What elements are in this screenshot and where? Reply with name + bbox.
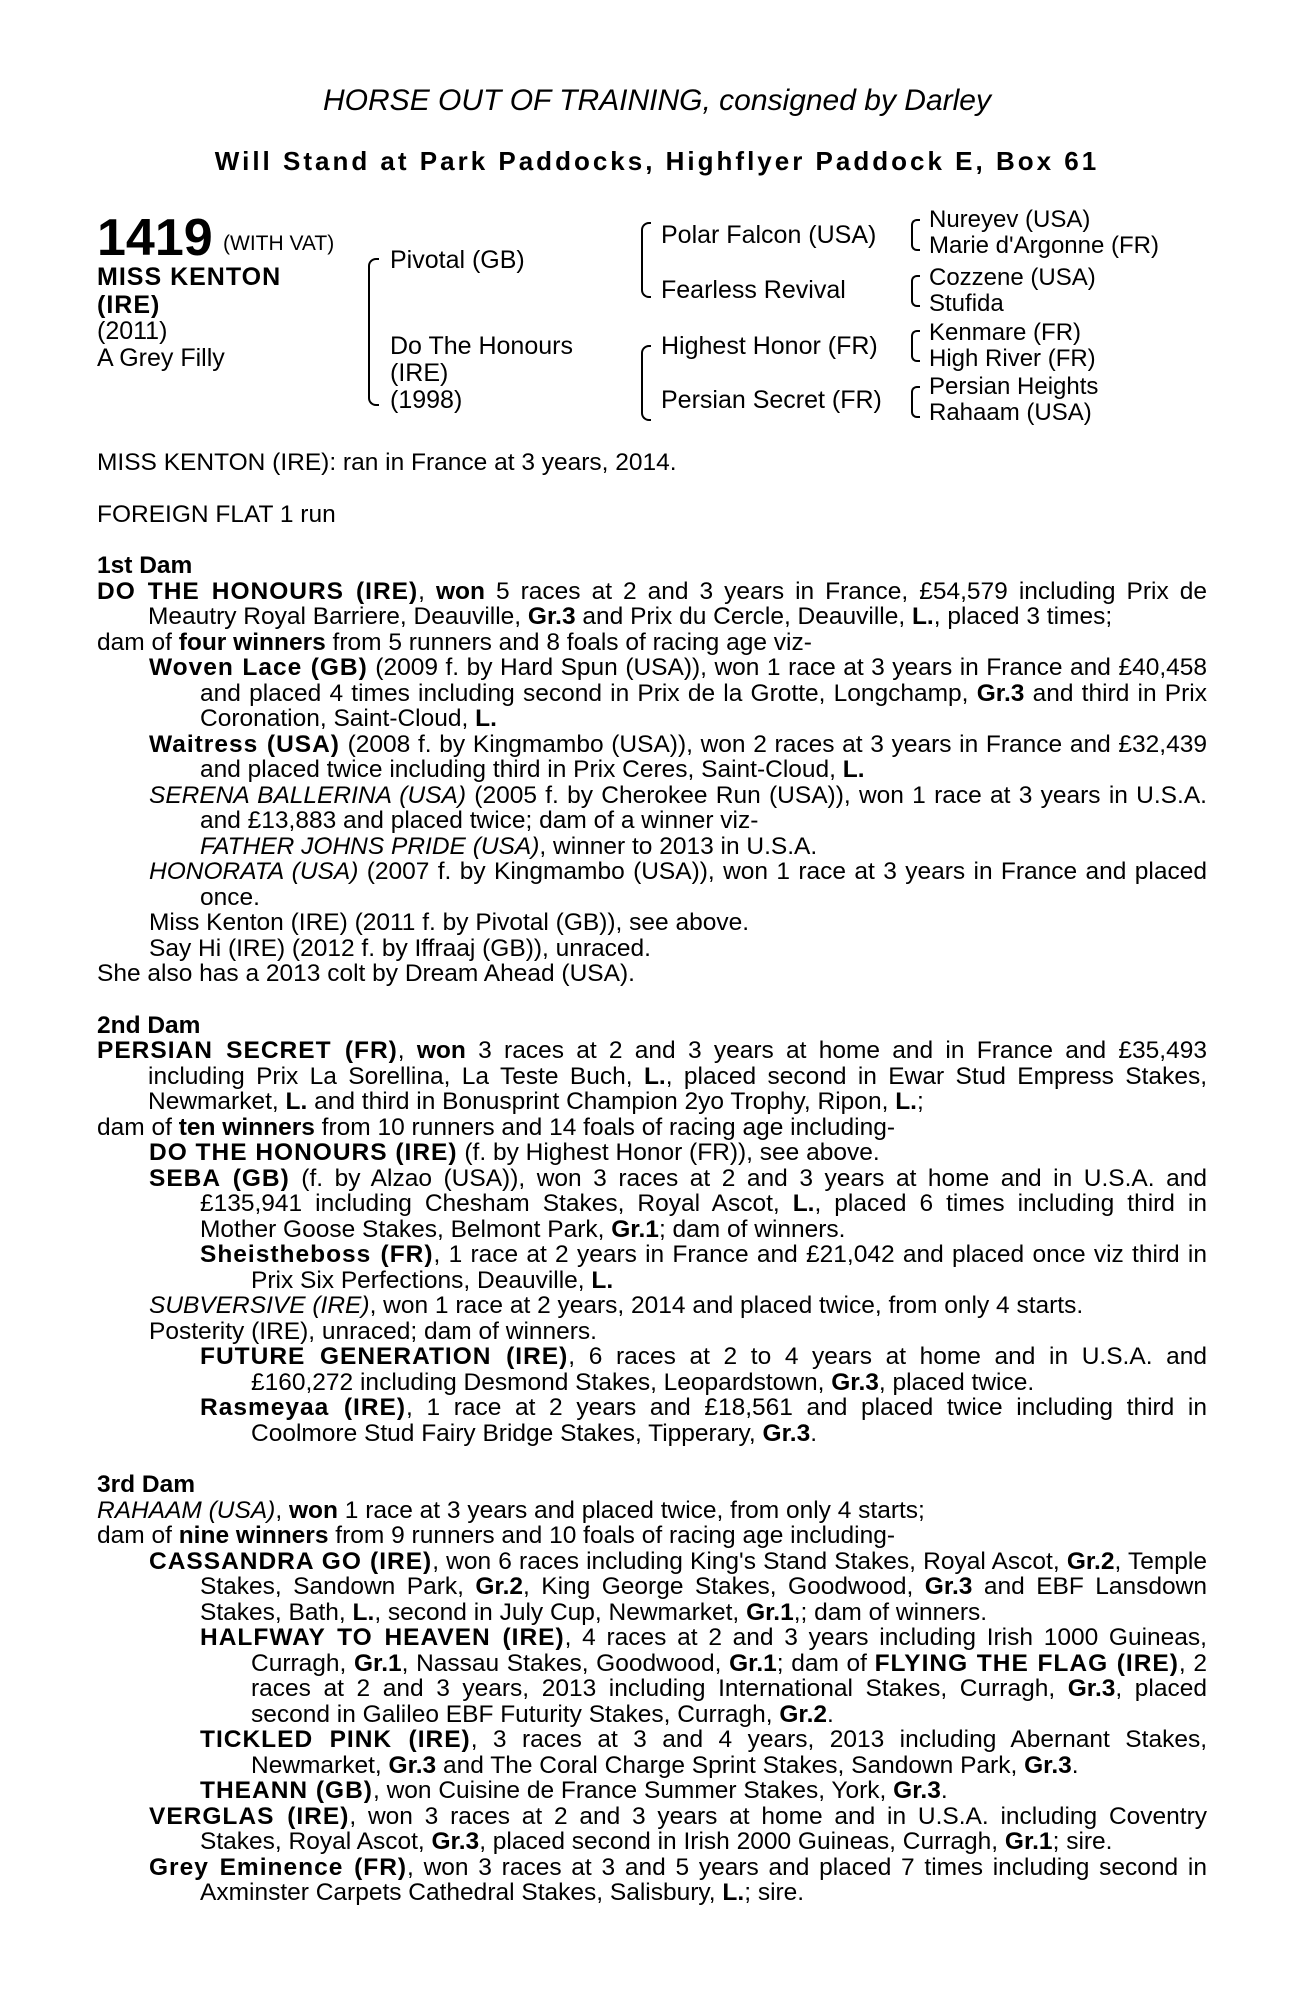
third-dam-heading: 3rd Dam: [97, 1471, 196, 1498]
entry-text: , won 6 races including King's Stand Stakes, Royal Ascot,: [432, 1547, 1067, 1575]
entry-text: She also has a 2013 colt by Dream Ahead (USA).: [97, 960, 635, 987]
entry-text: , won 3 races at 3 and 5 years and placed 7 times including second in Axminster Carpets Cathedral Stakes, Salisbury,: [200, 1853, 1207, 1906]
entry-text: L.: [911, 603, 934, 630]
entry-text: , won Cuisine de France Summer Stakes, York,: [372, 1777, 894, 1804]
entry-text: Gr.3: [1024, 1751, 1072, 1779]
entry-text: , Nassau Stakes, Goodwood,: [401, 1649, 730, 1677]
entry-text: nine winners: [178, 1522, 329, 1549]
entry-text: ,; dam of winners.: [793, 1598, 988, 1626]
second-dam-section: [97, 1038, 1207, 1446]
entry-paragraph: [149, 1802, 1207, 1855]
granddam-3: High River (FR): [929, 345, 1096, 372]
vat-note: (WITH VAT): [223, 232, 335, 255]
entry-text: won: [436, 577, 485, 605]
horse-name: FUTURE GENERATION (IRE): [200, 1343, 569, 1370]
sire-dam: Fearless Revival: [661, 276, 846, 304]
entry-text: (f. by Highest Honor (FR)), see above.: [457, 1139, 880, 1166]
horse-name: SEBA (GB): [149, 1164, 290, 1192]
horse-name: FATHER JOHNS PRIDE (USA): [200, 832, 540, 860]
entry-text: Gr.1: [746, 1598, 794, 1626]
entry-text: Posterity (IRE), unraced; dam of winners.: [149, 1317, 597, 1345]
dam-dam: Persian Secret (FR): [661, 386, 882, 414]
entry-paragraph: [200, 1726, 1207, 1779]
horse-name: Grey Eminence (FR): [149, 1853, 408, 1881]
stable-location: Will Stand at Park Paddocks, Highflyer Paddock E, Box 61: [214, 146, 1100, 176]
entry-paragraph: [149, 781, 1207, 834]
entry-text: .: [827, 1700, 834, 1728]
entry-text: ,: [275, 1496, 289, 1524]
entry-text: Gr.3: [924, 1573, 973, 1600]
horse-name: RAHAAM (USA): [97, 1496, 276, 1524]
entry-text: (2005 f. by Cherokee Run (USA)), won 1 race at 3 years in U.S.A. and £13,883 and placed twice; dam of a winner viz-: [200, 781, 1207, 834]
entry-text: ,: [397, 1037, 417, 1064]
grandsire-3: Kenmare (FR): [929, 319, 1082, 346]
horse-name: Rasmeyaa (IRE): [200, 1394, 407, 1421]
entry-text: , 6 races at 2 to 4 years at home and in U.S.A. and £160,272 including Desmond Stakes, Leopardstown,: [251, 1343, 1208, 1396]
entry-paragraph: [97, 1037, 1207, 1115]
horse-name-line1: MISS KENTON: [97, 263, 282, 291]
entry-text: Gr.3: [831, 1368, 879, 1396]
entry-paragraph: [97, 960, 1207, 987]
horse-name: CASSANDRA GO (IRE): [149, 1547, 433, 1575]
dam-year: (1998): [390, 386, 463, 414]
entry-paragraph: [200, 1777, 1207, 1804]
entry-text: Gr.1: [729, 1649, 777, 1677]
entry-text: ; sire.: [744, 1879, 805, 1906]
grandsire-2: Cozzene (USA): [929, 264, 1096, 291]
horse-name: DO THE HONOURS (IRE): [97, 577, 419, 605]
entry-text: ; sire.: [1052, 1828, 1113, 1855]
pedigree-brace-g4: [911, 386, 920, 418]
entry-paragraph: [97, 628, 1207, 656]
entry-text: L.: [591, 1266, 614, 1294]
granddam-2: Stufida: [929, 290, 1004, 317]
entry-text: , King George Stakes, Goodwood,: [523, 1573, 925, 1600]
granddam-1: Marie d'Argonne (FR): [929, 232, 1159, 259]
entry-text: (2008 f. by Kingmambo (USA)), won 2 races at 3 years in France and £32,439 and placed twice including third in Prix Ceres, Saint-Cloud,: [200, 730, 1207, 783]
entry-text: won: [288, 1496, 338, 1524]
entry-text: , 1 race at 2 years in France and £21,042 and placed once viz third in Prix Six Perfections, Deauville,: [251, 1241, 1207, 1294]
entry-text: (f. by Alzao (USA)), won 3 races at 2 and 3 years at home and in U.S.A. and £135,941 including Chesham Stakes, Royal Ascot,: [200, 1164, 1207, 1217]
dam-name: Do The Honours: [390, 332, 573, 360]
horse-name: SUBVERSIVE (IRE): [149, 1292, 370, 1319]
entry-text: dam of: [97, 1113, 179, 1141]
sire: Pivotal (GB): [390, 246, 525, 274]
entry-paragraph: [149, 730, 1207, 783]
entry-text: Say Hi (IRE) (2012 f. by Iffraaj (GB)), unraced.: [149, 934, 651, 962]
sire-sire: Polar Falcon (USA): [661, 221, 877, 249]
horse-name: FLYING THE FLAG (IRE): [874, 1649, 1179, 1677]
entry-text: Gr.1: [353, 1649, 402, 1677]
entry-paragraph: [200, 1624, 1207, 1728]
entry-paragraph: [149, 1164, 1207, 1243]
entry-text: ; dam of winners.: [658, 1215, 846, 1243]
entry-text: , 4 races at 2 and 3 years including Irish 1000 Guineas, Curragh,: [251, 1624, 1207, 1677]
lot-number: 1419: [97, 209, 213, 267]
entry-paragraph: [149, 1139, 1207, 1166]
foal-year: (2011): [97, 317, 168, 345]
entry-text: ; dam of: [776, 1649, 875, 1677]
entry-text: dam of: [97, 628, 179, 656]
foreign-flat-record: FOREIGN FLAT 1 run: [97, 500, 336, 528]
entry-text: dam of: [97, 1522, 179, 1549]
entry-text: won: [416, 1037, 466, 1064]
pedigree-brace-dam: [641, 345, 651, 421]
second-dam-heading: 2nd Dam: [97, 1011, 201, 1039]
entry-text: ,: [418, 577, 436, 605]
entry-text: L.: [352, 1598, 375, 1626]
entry-paragraph: [200, 1343, 1208, 1396]
entry-text: (2009 f. by Hard Spun (USA)), won 1 race at 3 years in France and £40,458 and placed 4 times including second in Prix de la Grotte, Longchamp,: [200, 654, 1208, 707]
entry-text: and Prix du Cercle, Deauville,: [575, 603, 912, 630]
entry-text: , 1 race at 2 years and £18,561 and placed twice including third in Coolmore Stud Fairy Bridge Stakes, Tipperary,: [251, 1394, 1207, 1447]
entry-text: , won 1 race at 2 years, 2014 and placed twice, from only 4 starts.: [369, 1292, 1084, 1319]
pedigree-brace-main: [368, 258, 379, 406]
entry-text: (2007 f. by Kingmambo (USA)), won 1 race at 3 years in France and placed once.: [200, 858, 1207, 911]
entry-text: Gr.2: [779, 1700, 828, 1728]
entry-text: L.: [643, 1062, 666, 1090]
first-dam-heading: 1st Dam: [97, 552, 193, 579]
horse-name: THEANN (GB): [200, 1777, 373, 1804]
entry-text: L.: [792, 1190, 815, 1217]
entry-paragraph: [97, 1113, 1207, 1141]
pedigree-brace-g1: [911, 219, 920, 251]
entry-text: , placed second in Galileo EBF Futurity Stakes, Curragh,: [251, 1675, 1207, 1728]
horse-name: TICKLED PINK (IRE): [200, 1726, 471, 1753]
entry-paragraph: [149, 1853, 1207, 1906]
entry-text: 1 race at 3 years and placed twice, from only 4 starts;: [337, 1496, 925, 1524]
entry-text: and EBF Lansdown Stakes, Bath,: [200, 1573, 1207, 1626]
entry-text: .: [810, 1419, 818, 1447]
entry-paragraph: [149, 909, 1207, 936]
pedigree-brace-sire: [641, 222, 651, 298]
grandsire-1: Nureyev (USA): [929, 206, 1091, 233]
entry-text: and third in Prix Coronation, Saint-Cloud,: [200, 679, 1207, 732]
horse-name: SERENA BALLERINA (USA): [149, 781, 466, 809]
horse-name: Woven Lace (GB): [149, 654, 368, 681]
entry-paragraph: [149, 1547, 1207, 1626]
entry-text: Gr.3: [1067, 1675, 1116, 1702]
pedigree-brace-g3: [911, 330, 920, 362]
page-title: HORSE OUT OF TRAINING, consigned by Darley: [323, 84, 991, 117]
entry-text: Gr.3: [976, 679, 1025, 707]
entry-paragraph: [200, 832, 1207, 860]
entry-text: Gr.3: [893, 1777, 941, 1804]
dam-sire: Highest Honor (FR): [661, 332, 878, 360]
entry-text: , placed second in Irish 2000 Guineas, Curragh,: [479, 1828, 1005, 1855]
horse-name-line2: (IRE): [97, 291, 161, 319]
entry-text: L.: [895, 1088, 917, 1115]
entry-text: Gr.1: [1004, 1828, 1053, 1855]
horse-name: Sheistheboss (FR): [200, 1241, 434, 1268]
entry-text: , placed twice.: [878, 1368, 1035, 1396]
entry-paragraph: [97, 577, 1207, 630]
entry-text: , placed 3 times;: [933, 603, 1113, 630]
entry-text: , Temple Stakes, Sandown Park,: [200, 1547, 1207, 1600]
entry-text: , second in July Cup, Newmarket,: [374, 1598, 747, 1626]
entry-text: , won 3 races at 2 and 3 years at home and in U.S.A. including Coventry Stakes, Royal Ascot,: [200, 1802, 1207, 1855]
entry-paragraph: [149, 1317, 1207, 1345]
entry-paragraph: [200, 1241, 1207, 1294]
entry-text: L.: [285, 1088, 308, 1115]
entry-text: and The Coral Charge Sprint Stakes, Sandown Park,: [436, 1751, 1025, 1779]
entry-text: Gr.1: [611, 1215, 659, 1243]
horse-name: DO THE HONOURS (IRE): [149, 1139, 458, 1166]
entry-text: ten winners: [178, 1113, 315, 1141]
entry-text: 5 races at 2 and 3 years in France, £54,579 including Prix de Meautry Royal Barriere, Deauville,: [148, 577, 1207, 630]
entry-text: from 5 runners and 8 foals of racing age viz-: [325, 628, 812, 656]
entry-text: ;: [916, 1088, 924, 1115]
pedigree-brace-g2: [911, 275, 920, 307]
entry-text: , 3 races at 3 and 4 years, 2013 including Abernant Stakes, Newmarket,: [251, 1726, 1207, 1779]
racing-summary: MISS KENTON (IRE): ran in France at 3 years, 2014.: [97, 449, 677, 476]
catalogue-body: [97, 450, 1207, 1906]
entry-text: Gr.3: [762, 1419, 811, 1447]
entry-paragraph: [149, 934, 1207, 962]
entry-text: Gr.3: [431, 1828, 480, 1855]
entry-text: Gr.3: [388, 1751, 437, 1779]
entry-text: from 9 runners and 10 foals of racing age including-: [328, 1522, 896, 1549]
entry-text: Miss Kenton (IRE) (2011 f. by Pivotal (GB)), see above.: [149, 909, 750, 936]
entry-text: .: [1071, 1751, 1079, 1779]
granddam-4: Rahaam (USA): [929, 399, 1092, 426]
horse-name: Waitress (USA): [149, 730, 340, 758]
entry-paragraph: [149, 654, 1208, 732]
entry-text: Gr.2: [475, 1573, 524, 1600]
entry-paragraph: [149, 1292, 1207, 1319]
horse-name: VERGLAS (IRE): [149, 1802, 350, 1830]
first-dam-section: [97, 579, 1207, 987]
horse-name: [97, 263, 281, 319]
entry-text: from 10 runners and 14 foals of racing age including-: [314, 1113, 896, 1141]
entry-text: .: [940, 1777, 948, 1804]
entry-text: L.: [842, 756, 865, 783]
entry-text: L.: [722, 1879, 745, 1906]
horse-name: HALFWAY TO HEAVEN (IRE): [200, 1624, 565, 1651]
entry-paragraph: [97, 1496, 1207, 1524]
entry-text: , placed second in Ewar Stud Empress Stakes, Newmarket,: [148, 1062, 1207, 1115]
dam-country: (IRE): [390, 359, 449, 387]
entry-paragraph: [149, 858, 1207, 911]
entry-text: and third in Bonusprint Champion 2yo Trophy, Ripon,: [307, 1088, 896, 1115]
entry-paragraph: [97, 1522, 1207, 1549]
entry-text: Gr.2: [1066, 1547, 1115, 1575]
entry-text: , placed 6 times including third in Mother Goose Stakes, Belmont Park,: [200, 1190, 1207, 1243]
entry-text: L.: [475, 705, 497, 732]
grandsire-4: Persian Heights: [929, 373, 1099, 400]
third-dam-section: [97, 1498, 1207, 1906]
horse-description: A Grey Filly: [97, 344, 225, 372]
entry-text: 3 races at 2 and 3 years at home and in France and £35,493 including Prix La Sorellina, La Teste Buch,: [148, 1037, 1207, 1090]
entry-paragraph: [200, 1394, 1207, 1447]
entry-text: , 2 races at 2 and 3 years, 2013 including International Stakes, Curragh,: [251, 1649, 1207, 1702]
entry-text: four winners: [178, 628, 326, 656]
entry-text: , winner to 2013 in U.S.A.: [539, 832, 818, 860]
entry-text: Gr.3: [527, 603, 576, 630]
horse-name: PERSIAN SECRET (FR): [97, 1037, 398, 1064]
horse-name: HONORATA (USA): [149, 858, 359, 885]
